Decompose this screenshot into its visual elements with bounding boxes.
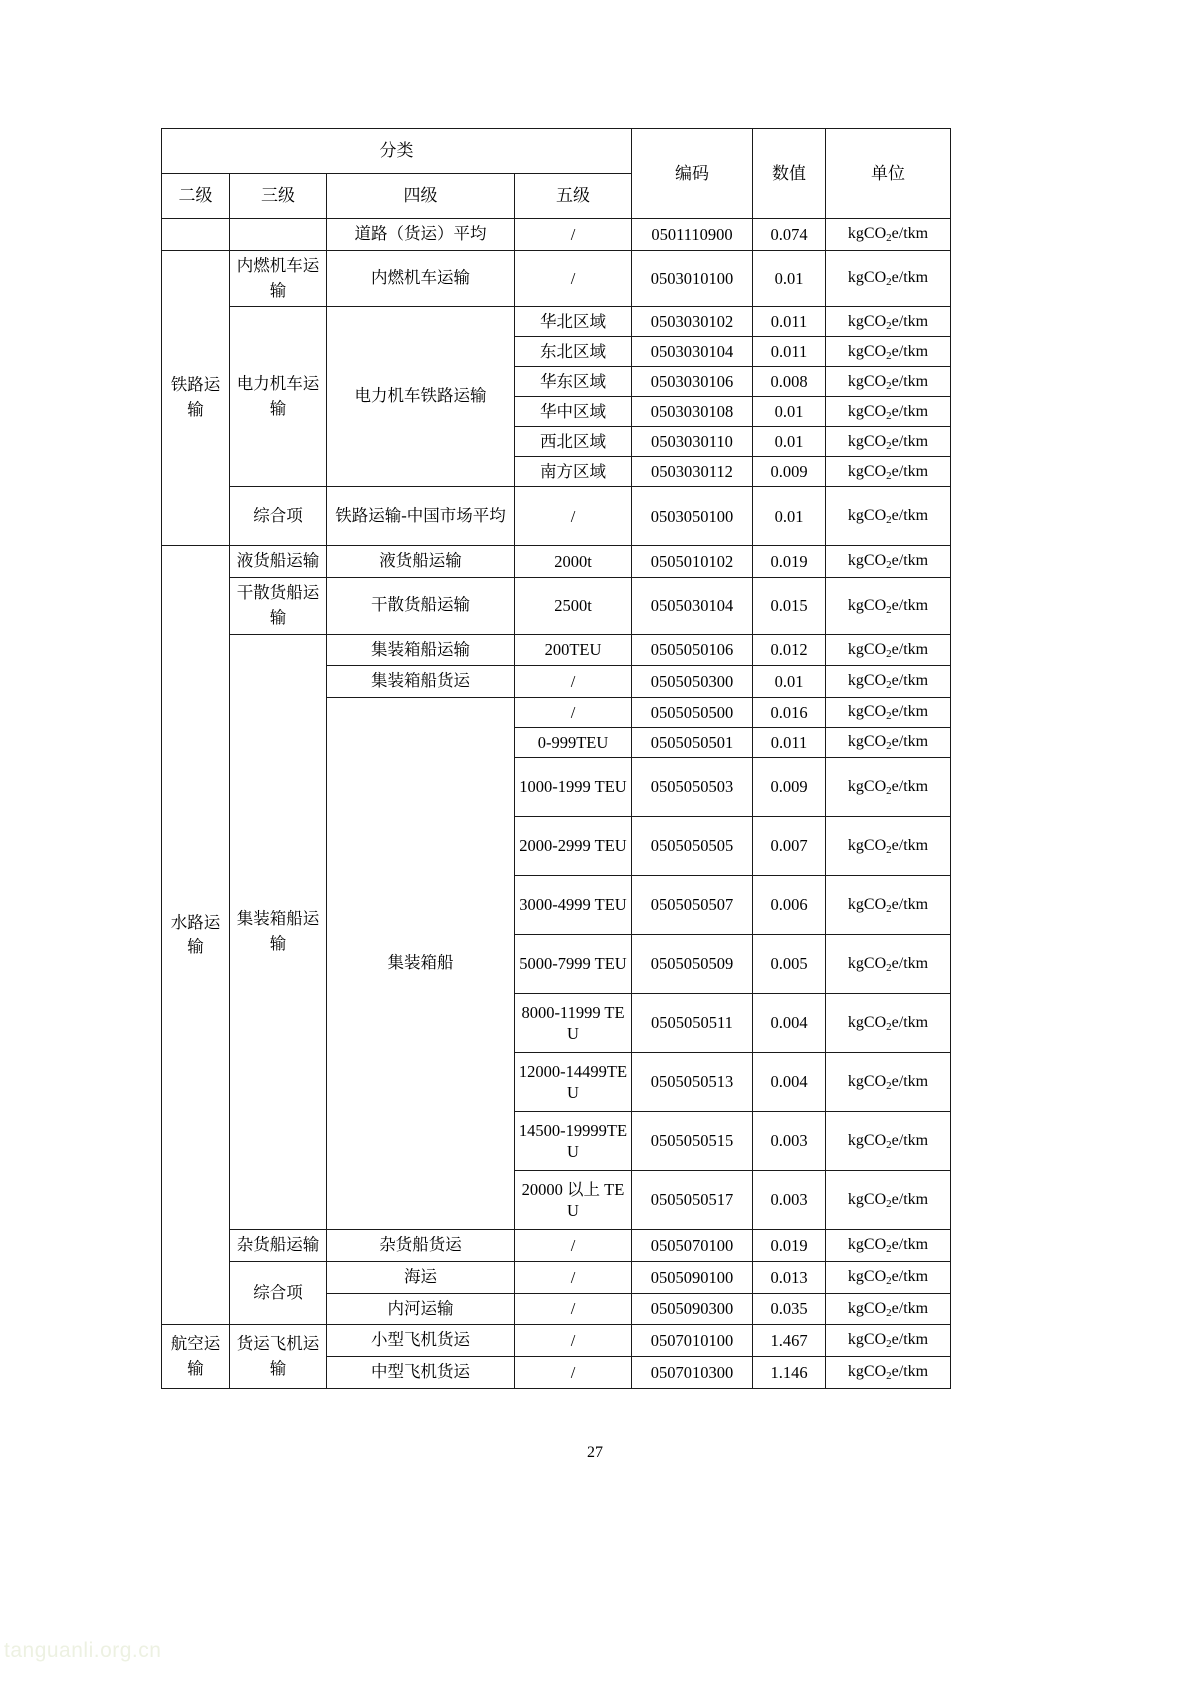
cell-code: 0503030106 (632, 367, 753, 397)
cell-level4: 内河运输 (327, 1293, 515, 1325)
cell-unit: kgCO$_2$e/tkm (826, 1230, 951, 1262)
cell-level2: 航空运输 (162, 1325, 230, 1389)
cell-code: 0503030102 (632, 307, 753, 337)
cell-value: 0.015 (753, 578, 826, 635)
cell-level3: 电力机车运输 (230, 307, 327, 487)
cell-level5: 南方区域 (515, 457, 632, 487)
site-watermark: tanguanli.org.cn (4, 1639, 162, 1662)
cell-level4: 中型飞机货运 (327, 1357, 515, 1389)
cell-unit: kgCO$_2$e/tkm (826, 578, 951, 635)
cell-code: 0505050500 (632, 698, 753, 728)
cell-level4: 铁路运输-中国市场平均 (327, 487, 515, 546)
cell-level3: 杂货船运输 (230, 1230, 327, 1262)
cell-value: 0.011 (753, 728, 826, 758)
table-row (162, 1325, 951, 1357)
cell-unit: kgCO$_2$e/tkm (826, 817, 951, 876)
cell-value: 0.016 (753, 698, 826, 728)
cell-unit: kgCO$_2$e/tkm (826, 876, 951, 935)
cell-value: 0.012 (753, 634, 826, 666)
cell-unit: kgCO$_2$e/tkm (826, 367, 951, 397)
cell-code: 0505090300 (632, 1293, 753, 1325)
cell-level4: 小型飞机货运 (327, 1325, 515, 1357)
column-header-level3: 三级 (230, 174, 327, 219)
cell-level5: 200TEU (515, 634, 632, 666)
cell-code: 0503030104 (632, 337, 753, 367)
cell-level4: 道路（货运）平均 (327, 219, 515, 251)
cell-level4: 杂货船货运 (327, 1230, 515, 1262)
cell-unit: kgCO$_2$e/tkm (826, 1053, 951, 1112)
cell-level4: 内燃机车运输 (327, 250, 515, 307)
cell-code: 0503030112 (632, 457, 753, 487)
table-header (162, 129, 951, 219)
cell-unit: kgCO$_2$e/tkm (826, 758, 951, 817)
cell-level5: / (515, 219, 632, 251)
cell-value: 0.008 (753, 367, 826, 397)
cell-level4: 集装箱船运输 (327, 634, 515, 666)
cell-unit: kgCO$_2$e/tkm (826, 1112, 951, 1171)
cell-unit: kgCO$_2$e/tkm (826, 219, 951, 251)
cell-level5: 12000-14499TEU (515, 1053, 632, 1112)
cell-unit: kgCO$_2$e/tkm (826, 487, 951, 546)
cell-unit: kgCO$_2$e/tkm (826, 1357, 951, 1389)
cell-code: 0505010102 (632, 546, 753, 578)
cell-code: 0505050511 (632, 994, 753, 1053)
cell-level5: 东北区域 (515, 337, 632, 367)
cell-code: 0505050501 (632, 728, 753, 758)
cell-level5: 1000-1999 TEU (515, 758, 632, 817)
table-body (162, 219, 951, 1389)
page-number: 27 (587, 1444, 603, 1461)
table-row (162, 634, 951, 666)
cell-level4: 集装箱船货运 (327, 666, 515, 698)
column-group-header-classification: 分类 (162, 129, 632, 174)
cell-level5: 华东区域 (515, 367, 632, 397)
cell-value: 0.007 (753, 817, 826, 876)
column-header-value: 数值 (753, 129, 826, 219)
cell-level5: / (515, 1230, 632, 1262)
table-row (162, 1261, 951, 1293)
cell-value: 0.004 (753, 1053, 826, 1112)
cell-code: 0503010100 (632, 250, 753, 307)
cell-unit: kgCO$_2$e/tkm (826, 666, 951, 698)
cell-value: 0.019 (753, 546, 826, 578)
cell-level5: 5000-7999 TEU (515, 935, 632, 994)
cell-level4: 液货船运输 (327, 546, 515, 578)
table-row (162, 219, 951, 251)
cell-code: 0505050509 (632, 935, 753, 994)
cell-code: 0505050515 (632, 1112, 753, 1171)
cell-level5: 西北区域 (515, 427, 632, 457)
cell-code: 0505050505 (632, 817, 753, 876)
cell-value: 0.004 (753, 994, 826, 1053)
cell-unit: kgCO$_2$e/tkm (826, 307, 951, 337)
cell-level3: 液货船运输 (230, 546, 327, 578)
cell-value: 0.005 (753, 935, 826, 994)
cell-level5: / (515, 698, 632, 728)
table-row (162, 546, 951, 578)
cell-level5: 0-999TEU (515, 728, 632, 758)
cell-level5: / (515, 1261, 632, 1293)
cell-value: 0.01 (753, 397, 826, 427)
cell-code: 0507010100 (632, 1325, 753, 1357)
cell-unit: kgCO$_2$e/tkm (826, 698, 951, 728)
column-header-level2: 二级 (162, 174, 230, 219)
cell-level5: / (515, 1357, 632, 1389)
cell-value: 0.01 (753, 487, 826, 546)
cell-level3: 集装箱船运输 (230, 634, 327, 1230)
cell-code: 0507010300 (632, 1357, 753, 1389)
cell-level4: 干散货船运输 (327, 578, 515, 635)
cell-code: 0501110900 (632, 219, 753, 251)
cell-value: 0.003 (753, 1171, 826, 1230)
cell-value: 0.009 (753, 457, 826, 487)
emission-factor-table (161, 128, 951, 1389)
cell-unit: kgCO$_2$e/tkm (826, 1171, 951, 1230)
cell-value: 0.009 (753, 758, 826, 817)
cell-level5: / (515, 487, 632, 546)
cell-level3: 货运飞机运输 (230, 1325, 327, 1389)
cell-value: 0.019 (753, 1230, 826, 1262)
cell-level4: 电力机车铁路运输 (327, 307, 515, 487)
cell-unit: kgCO$_2$e/tkm (826, 935, 951, 994)
cell-code: 0503050100 (632, 487, 753, 546)
cell-level2 (162, 219, 230, 251)
cell-unit: kgCO$_2$e/tkm (826, 1261, 951, 1293)
cell-level5: 华中区域 (515, 397, 632, 427)
cell-value: 0.006 (753, 876, 826, 935)
cell-level5: 2500t (515, 578, 632, 635)
cell-value: 0.01 (753, 666, 826, 698)
cell-unit: kgCO$_2$e/tkm (826, 546, 951, 578)
cell-level2: 水路运输 (162, 546, 230, 1325)
table-row (162, 1230, 951, 1262)
cell-value: 1.146 (753, 1357, 826, 1389)
cell-level3: 干散货船运输 (230, 578, 327, 635)
cell-unit: kgCO$_2$e/tkm (826, 994, 951, 1053)
cell-level3: 内燃机车运输 (230, 250, 327, 307)
cell-level5: / (515, 666, 632, 698)
cell-level5: 2000t (515, 546, 632, 578)
cell-code: 0503030108 (632, 397, 753, 427)
table-row (162, 307, 951, 337)
cell-code: 0505050106 (632, 634, 753, 666)
table-row (162, 578, 951, 635)
table-row (162, 487, 951, 546)
cell-unit: kgCO$_2$e/tkm (826, 457, 951, 487)
cell-level4: 海运 (327, 1261, 515, 1293)
column-header-code: 编码 (632, 129, 753, 219)
cell-level3 (230, 219, 327, 251)
table-row (162, 250, 951, 307)
cell-level5: 20000 以上 TEU (515, 1171, 632, 1230)
cell-level5: 8000-11999 TEU (515, 994, 632, 1053)
table-header-row-group (162, 129, 951, 174)
cell-unit: kgCO$_2$e/tkm (826, 728, 951, 758)
cell-unit: kgCO$_2$e/tkm (826, 397, 951, 427)
cell-level5: / (515, 1293, 632, 1325)
cell-unit: kgCO$_2$e/tkm (826, 1293, 951, 1325)
cell-code: 0505050517 (632, 1171, 753, 1230)
cell-value: 0.074 (753, 219, 826, 251)
cell-code: 0505030104 (632, 578, 753, 635)
cell-code: 0505050513 (632, 1053, 753, 1112)
cell-level5: / (515, 1325, 632, 1357)
cell-code: 0505070100 (632, 1230, 753, 1262)
cell-code: 0505090100 (632, 1261, 753, 1293)
cell-level3: 综合项 (230, 1261, 327, 1325)
cell-unit: kgCO$_2$e/tkm (826, 337, 951, 367)
cell-level5: / (515, 250, 632, 307)
cell-value: 0.01 (753, 250, 826, 307)
cell-unit: kgCO$_2$e/tkm (826, 427, 951, 457)
cell-code: 0505050507 (632, 876, 753, 935)
cell-value: 0.003 (753, 1112, 826, 1171)
cell-code: 0505050503 (632, 758, 753, 817)
column-header-unit: 单位 (826, 129, 951, 219)
cell-value: 1.467 (753, 1325, 826, 1357)
cell-level2: 铁路运输 (162, 250, 230, 546)
cell-code: 0503030110 (632, 427, 753, 457)
emission-factor-table-wrapper (161, 128, 950, 1389)
column-header-level4: 四级 (327, 174, 515, 219)
cell-value: 0.01 (753, 427, 826, 457)
cell-unit: kgCO$_2$e/tkm (826, 250, 951, 307)
cell-level5: 华北区域 (515, 307, 632, 337)
cell-unit: kgCO$_2$e/tkm (826, 1325, 951, 1357)
cell-unit: kgCO$_2$e/tkm (826, 634, 951, 666)
cell-level3: 综合项 (230, 487, 327, 546)
cell-level5: 2000-2999 TEU (515, 817, 632, 876)
cell-level5: 14500-19999TEU (515, 1112, 632, 1171)
cell-value: 0.011 (753, 307, 826, 337)
column-header-level5: 五级 (515, 174, 632, 219)
cell-code: 0505050300 (632, 666, 753, 698)
cell-value: 0.013 (753, 1261, 826, 1293)
cell-value: 0.035 (753, 1293, 826, 1325)
cell-level5: 3000-4999 TEU (515, 876, 632, 935)
cell-value: 0.011 (753, 337, 826, 367)
cell-level4: 集装箱船 (327, 698, 515, 1230)
